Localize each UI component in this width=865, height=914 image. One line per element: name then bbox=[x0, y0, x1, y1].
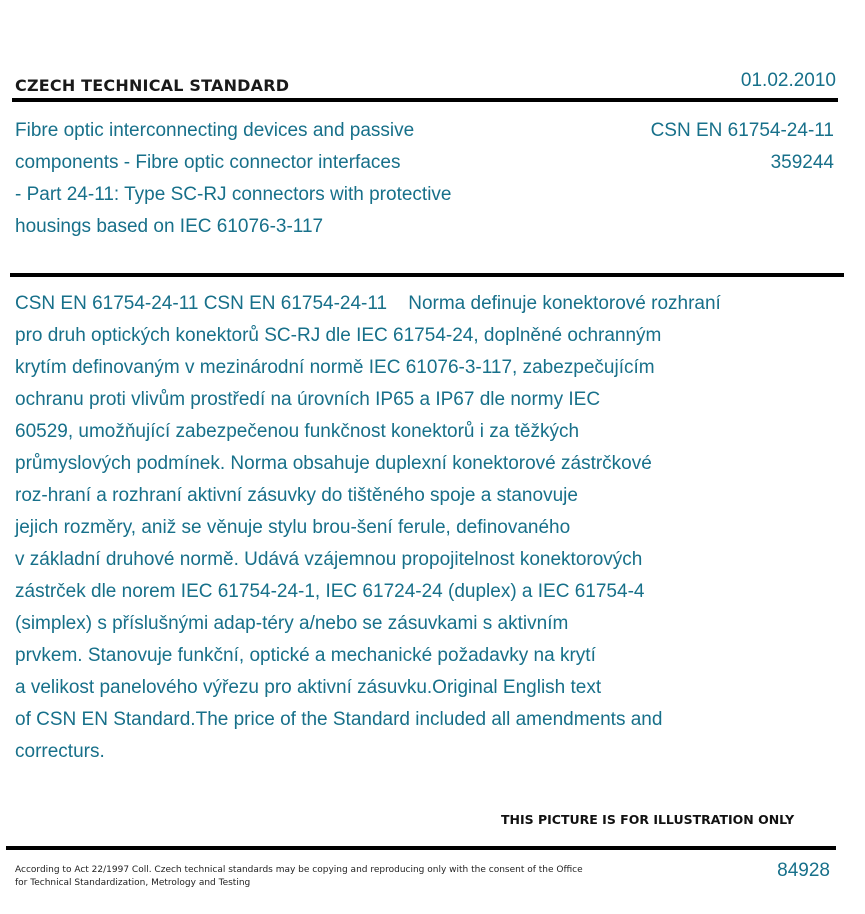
illustration-disclaimer: THIS PICTURE IS FOR ILLUSTRATION ONLY bbox=[501, 812, 795, 827]
abstract-line: correcturs. bbox=[15, 741, 105, 762]
abstract-line: of CSN EN Standard.The price of the Standard included all amendments and bbox=[15, 709, 663, 730]
document-number: 84928 bbox=[777, 860, 830, 881]
copyright-line: for Technical Standardization, Metrology and Testing bbox=[15, 878, 251, 888]
abstract-line: 60529, umožňující zabezpečenou funkčnost konektorů i za těžkých bbox=[15, 421, 580, 442]
publication-date: 01.02.2010 bbox=[740, 70, 836, 91]
footer-divider bbox=[6, 846, 836, 850]
standard-code: CSN EN 61754-24-11 bbox=[650, 120, 834, 141]
abstract-line: průmyslových podmínek. Norma obsahuje duplexní konektorové zástrčkové bbox=[15, 453, 652, 474]
abstract-line: jejich rozměry, aniž se věnuje stylu brou-šení ferule, definovaného bbox=[15, 517, 571, 538]
title-divider bbox=[10, 273, 844, 277]
standard-title-line: components - Fibre optic connector interfaces bbox=[15, 152, 401, 173]
class-number: 359244 bbox=[770, 152, 834, 173]
abstract-line: pro druh optických konektorů SC-RJ dle IEC 61754-24, doplněné ochranným bbox=[15, 325, 662, 346]
abstract-line: v základní druhové normě. Udává vzájemnou propojitelnost konektorových bbox=[15, 549, 643, 570]
standard-title-line: - Part 24-11: Type SC-RJ connectors with protective bbox=[15, 184, 452, 205]
abstract-line: krytím definovaným v mezinárodní normě IEC 61076-3-117, zabezpečujícím bbox=[15, 357, 655, 378]
abstract-line: zástrček dle norem IEC 61754-24-1, IEC 61724-24 (duplex) a IEC 61754-4 bbox=[15, 581, 645, 602]
copyright-line: According to Act 22/1997 Coll. Czech technical standards may be copying and reproducing only with the consent of the Office bbox=[15, 865, 583, 875]
abstract-line: a velikost panelového výřezu pro aktivní zásuvku.Original English text bbox=[15, 677, 602, 698]
abstract-line: prvkem. Stanovuje funkční, optické a mechanické požadavky na krytí bbox=[15, 645, 596, 666]
standard-codes bbox=[651, 115, 834, 179]
document-header-title: CZECH TECHNICAL STANDARD bbox=[15, 76, 290, 95]
abstract-line: (simplex) s příslušnými adap-téry a/nebo se zásuvkami s aktivním bbox=[15, 613, 569, 634]
abstract-line: CSN EN 61754-24-11 CSN EN 61754-24-11 Norma definuje konektorové rozhraní bbox=[15, 293, 721, 314]
standard-title-line: Fibre optic interconnecting devices and passive bbox=[15, 120, 415, 141]
header-divider bbox=[12, 98, 838, 102]
abstract-line: ochranu proti vlivům prostředí na úrovních IP65 a IP67 dle normy IEC bbox=[15, 389, 601, 410]
copyright-notice bbox=[15, 864, 595, 890]
abstract-line: roz-hraní a rozhraní aktivní zásuvky do tištěného spoje a stanovuje bbox=[15, 485, 578, 506]
standard-title bbox=[15, 115, 535, 243]
abstract-text bbox=[15, 288, 721, 768]
standard-title-line: housings based on IEC 61076-3-117 bbox=[15, 216, 324, 237]
